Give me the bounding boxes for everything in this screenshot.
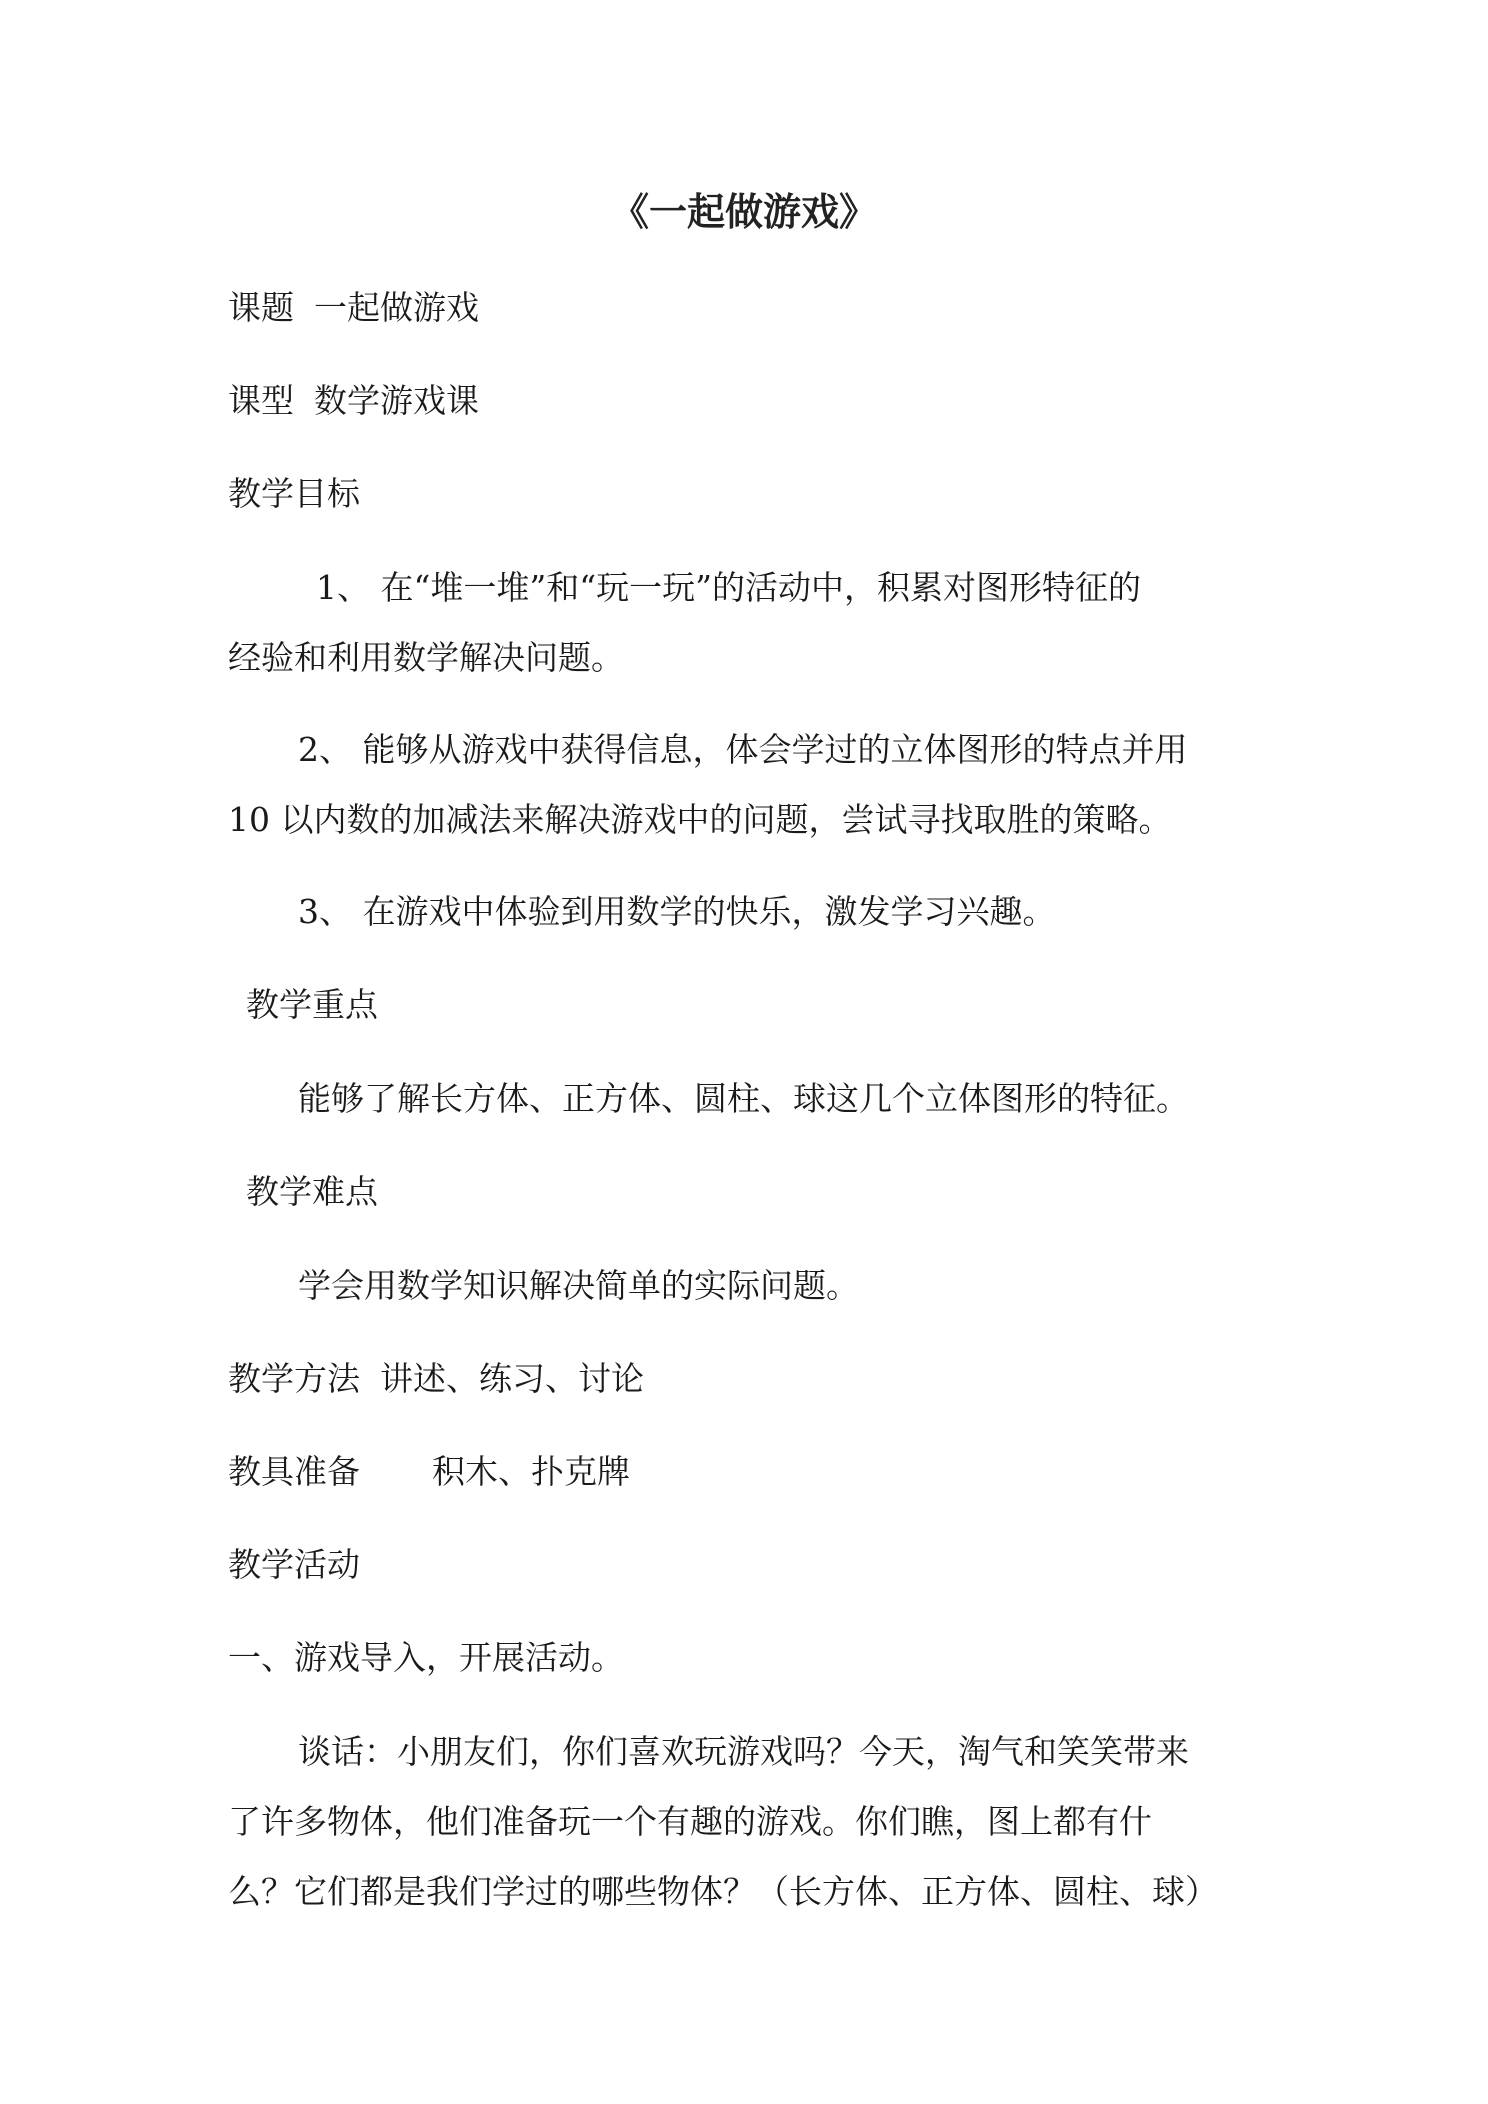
objectives-heading: 教学目标 <box>228 474 360 513</box>
activities-heading: 教学活动 <box>228 1545 360 1584</box>
subject-label: 课题 <box>228 288 294 327</box>
key-point-heading: 教学重点 <box>246 985 378 1024</box>
objective-3: 3、 在游戏中体验到用数学的快乐，激发学习兴趣。 <box>298 892 1056 931</box>
objective-1-line1: 1、 在“堆一堆”和“玩一玩”的活动中，积累对图形特征的 <box>316 568 1141 607</box>
method-value: 讲述、练习、讨论 <box>380 1359 644 1398</box>
talk-line3: 么？它们都是我们学过的哪些物体？（长方体、正方体、圆柱、球） <box>228 1872 1218 1911</box>
method-label: 教学方法 <box>228 1359 360 1398</box>
section-1-heading: 一、游戏导入，开展活动。 <box>228 1638 624 1677</box>
subject-row <box>228 288 479 328</box>
type-row <box>228 381 479 421</box>
talk-line2: 了许多物体，他们准备玩一个有趣的游戏。你们瞧，图上都有什 <box>228 1802 1152 1841</box>
subject-value: 一起做游戏 <box>314 288 479 327</box>
tools-row <box>228 1452 630 1492</box>
objective-2-line1: 2、 能够从游戏中获得信息，体会学过的立体图形的特点并用 <box>298 730 1188 769</box>
talk-line1: 谈话：小朋友们，你们喜欢玩游戏吗？今天，淘气和笑笑带来 <box>298 1732 1189 1771</box>
tools-value: 积木、扑克牌 <box>432 1452 630 1491</box>
tools-label: 教具准备 <box>228 1452 360 1491</box>
document-title: 《一起做游戏》 <box>610 190 877 234</box>
key-point-text: 能够了解长方体、正方体、圆柱、球这几个立体图形的特征。 <box>298 1079 1189 1118</box>
objective-2-line2: 10 以内数的加减法来解决游戏中的问题，尝试寻找取胜的策略。 <box>228 800 1172 839</box>
difficulty-text: 学会用数学知识解决简单的实际问题。 <box>298 1266 859 1305</box>
method-row <box>228 1359 644 1399</box>
type-value: 数学游戏课 <box>314 381 479 420</box>
objective-1-line2: 经验和利用数学解决问题。 <box>228 638 624 677</box>
difficulty-heading: 教学难点 <box>246 1172 378 1211</box>
type-label: 课型 <box>228 381 294 420</box>
